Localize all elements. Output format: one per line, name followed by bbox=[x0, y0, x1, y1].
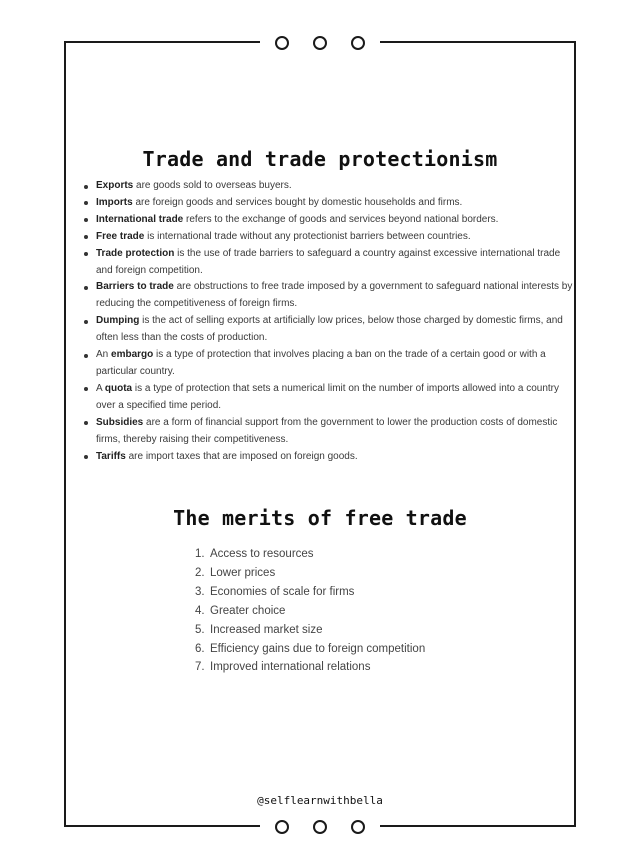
binder-ring-icon bbox=[351, 820, 365, 834]
list-item: An embargo is a type of protection that involves placing a ban on the trade of a certain good or with a particular country. bbox=[96, 347, 576, 381]
list-item: Imports are foreign goods and services bought by domestic households and firms. bbox=[96, 195, 576, 212]
list-item: Dumping is the act of selling exports at artificially low prices, below those charged by domestic firms, and often less than the costs of production. bbox=[96, 313, 576, 347]
list-item: Tariffs are import taxes that are imposed on foreign goods. bbox=[96, 449, 576, 466]
list-item: Exports are goods sold to overseas buyers. bbox=[96, 178, 576, 195]
list-item: Trade protection is the use of trade barriers to safeguard a country against excessive international trade and foreign competition. bbox=[96, 246, 576, 280]
author-credit: @selflearnwithbella bbox=[257, 794, 383, 807]
frame-bottom-right bbox=[380, 825, 576, 827]
list-item: Free trade is international trade without any protectionist barriers between countries. bbox=[96, 229, 576, 246]
list-item: 7. Improved international relations bbox=[195, 661, 371, 674]
list-item: 3. Economies of scale for firms bbox=[195, 585, 355, 598]
page-title: Trade and trade protectionism bbox=[142, 147, 498, 171]
list-item: 2. Lower prices bbox=[195, 566, 276, 579]
list-item: 6. Efficiency gains due to foreign competition bbox=[195, 642, 426, 655]
list-item: Subsidies are a form of financial support from the government to lower the production costs of domestic firms, thereby raising their competitiveness. bbox=[96, 415, 576, 449]
list-item: 5. Increased market size bbox=[195, 623, 323, 636]
list-item: 1. Access to resources bbox=[195, 548, 314, 560]
binder-ring-icon bbox=[313, 820, 327, 834]
definitions-list bbox=[82, 178, 576, 465]
frame-top-left bbox=[64, 41, 260, 43]
binder-ring-icon bbox=[351, 36, 365, 50]
list-item: A quota is a type of protection that sets a numerical limit on the number of imports allowed into a country over a specified time period. bbox=[96, 381, 576, 415]
list-item: International trade refers to the exchange of goods and services beyond national borders. bbox=[96, 212, 576, 229]
list-item: Barriers to trade are obstructions to free trade imposed by a government to safeguard national interests by reducing the competitiveness of foreign firms. bbox=[96, 279, 576, 313]
binder-ring-icon bbox=[275, 820, 289, 834]
frame-top-right bbox=[380, 41, 576, 43]
binder-ring-icon bbox=[313, 36, 327, 50]
frame-bottom-left bbox=[64, 825, 260, 827]
binder-ring-icon bbox=[275, 36, 289, 50]
list-item: 4. Greater choice bbox=[195, 604, 286, 617]
merits-title: The merits of free trade bbox=[173, 506, 467, 530]
merits-list bbox=[195, 545, 425, 677]
